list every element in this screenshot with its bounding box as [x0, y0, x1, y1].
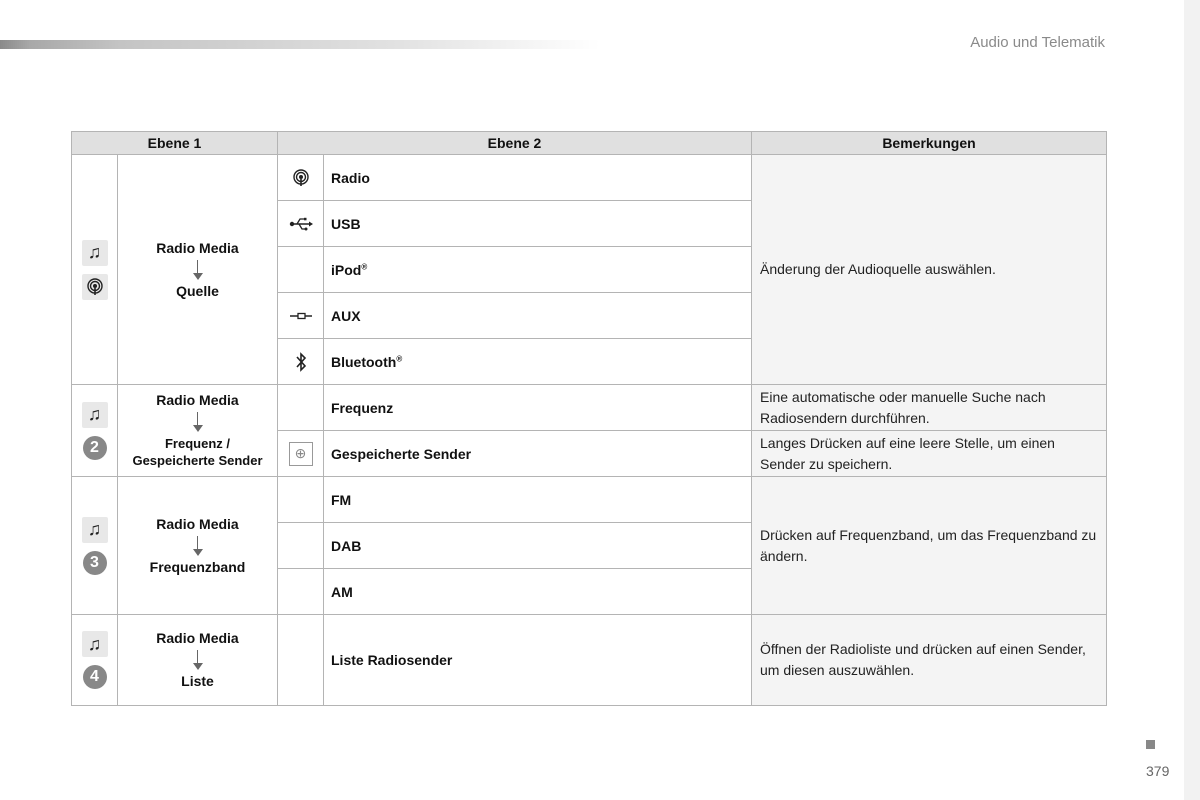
add-preset-icon: ⊕: [278, 431, 324, 477]
remark-cell: Änderung der Audioquelle auswählen.: [752, 155, 1107, 385]
item-ipod: iPod®: [324, 247, 752, 293]
remark-cell: Langes Drücken auf eine leere Stelle, um einen Sender zu speichern.: [752, 431, 1107, 477]
level1-icons-cell: [72, 155, 118, 385]
page-edge-strip: [1184, 0, 1200, 800]
level1-top: Radio Media: [156, 515, 239, 532]
empty-icon-cell: [278, 569, 324, 615]
music-note-icon: ♫: [82, 631, 108, 657]
level1-bottom: Quelle: [176, 282, 219, 299]
table-header-row: [72, 132, 1107, 155]
radio-icon: [278, 155, 324, 201]
table-row: [72, 615, 1107, 706]
item-usb: USB: [324, 201, 752, 247]
remark-cell: Öffnen der Radioliste und drücken auf einen Sender, um diesen auszuwählen.: [752, 615, 1107, 706]
usb-icon: [278, 201, 324, 247]
level1-top: Radio Media: [156, 239, 239, 256]
menu-table: [71, 131, 1107, 706]
empty-icon-cell: [278, 477, 324, 523]
preset-number-4-icon: 4: [83, 665, 107, 689]
level1-bottom: Frequenz /: [164, 436, 230, 451]
item-frequenz: Frequenz: [324, 385, 752, 431]
item-bluetooth: Bluetooth®: [324, 339, 752, 385]
arrow-down-icon: [193, 536, 203, 558]
empty-icon-cell: [278, 385, 324, 431]
item-am: AM: [324, 569, 752, 615]
music-note-icon: ♫: [82, 517, 108, 543]
bluetooth-icon: [278, 339, 324, 385]
header-decorative-bar: [0, 40, 600, 49]
arrow-down-icon: [193, 412, 203, 434]
preset-number-2-icon: 2: [83, 436, 107, 460]
page-number: 379: [1146, 763, 1170, 779]
music-note-icon: ♫: [82, 402, 108, 428]
table-row: [72, 385, 1107, 431]
arrow-down-icon: [193, 650, 203, 672]
level1-bottom: Frequenzband: [149, 558, 246, 575]
radio-icon: [82, 274, 108, 300]
item-aux: AUX: [324, 293, 752, 339]
level1-path-cell: [118, 385, 278, 477]
empty-icon-cell: [278, 523, 324, 569]
header-bemerkungen: Bemerkungen: [752, 132, 1107, 155]
level1-top: Radio Media: [156, 630, 239, 646]
table-row: [72, 155, 1107, 201]
page-marker-square: [1146, 740, 1155, 749]
preset-number-3-icon: 3: [83, 551, 107, 575]
music-note-icon: ♫: [82, 240, 108, 266]
level1-top: Radio Media: [156, 392, 239, 408]
empty-icon-cell: [278, 615, 324, 706]
item-gespeicherte-sender: Gespeicherte Sender: [324, 431, 752, 477]
level1-bottom: Liste: [181, 673, 214, 689]
empty-icon-cell: [278, 247, 324, 293]
remark-cell: Eine automatische oder manuelle Suche nach Radiosendern durchführen.: [752, 385, 1107, 431]
remark-cell: Drücken auf Frequenzband, um das Frequenzband zu ändern.: [752, 477, 1107, 615]
level1-bottom-2: Gespeicherte Sender: [132, 453, 263, 468]
item-dab: DAB: [324, 523, 752, 569]
level1-path-cell: [118, 477, 278, 615]
item-radio: Radio: [324, 155, 752, 201]
aux-icon: [278, 293, 324, 339]
section-title: Audio und Telematik: [970, 34, 1105, 51]
item-fm: FM: [324, 477, 752, 523]
table-row: [72, 477, 1107, 523]
item-liste-radiosender: Liste Radiosender: [324, 615, 752, 706]
level1-icons-cell: [72, 385, 118, 477]
level1-icons-cell: [72, 615, 118, 706]
header-ebene2: Ebene 2: [278, 132, 752, 155]
header-ebene1: Ebene 1: [72, 132, 278, 155]
arrow-down-icon: [193, 260, 203, 282]
level1-path-cell: [118, 615, 278, 706]
level1-icons-cell: [72, 477, 118, 615]
level1-path-cell: [118, 155, 278, 385]
